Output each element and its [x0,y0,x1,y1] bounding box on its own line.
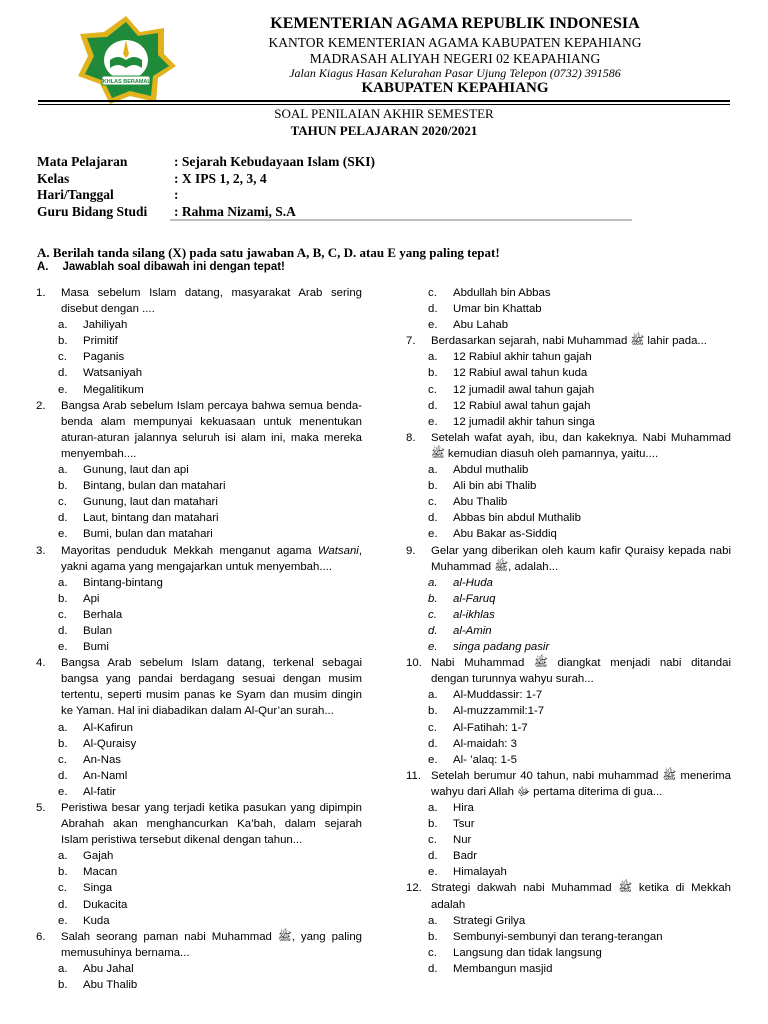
option-letter: b. [428,592,438,605]
option [36,864,362,880]
option-text: Al-Kafirun [83,721,134,734]
option [406,494,731,510]
option-letter: e. [58,528,68,541]
question-number: 4. [36,657,46,670]
option-text: Jahiliyah [83,319,128,332]
option [36,913,362,929]
option-text: Paganis [83,351,125,364]
option [36,880,362,896]
question-number: 12. [406,882,422,895]
option-letter: b. [428,705,438,718]
question-text-part: , yakni agama yang mengajarkan untuk menyembah.... [61,544,362,573]
question-text-part: Mayoritas penduduk Mekkah menganut agama [61,544,318,557]
option-letter: b. [58,480,68,493]
options-q12 [406,913,731,977]
option [406,864,731,880]
options-q3 [36,575,362,655]
option [36,752,362,768]
logo-ribbon-text: IKHLAS BERAMAL [101,79,151,85]
option-letter: b. [58,979,68,992]
kemenag-logo [74,14,178,106]
question-text [61,543,362,575]
option-text: Al-maidah: 3 [453,737,517,750]
option-letter: a. [58,576,68,589]
header-rule-thick [38,100,730,102]
option [406,398,731,414]
option-text: Bumi, bulan dan matahari [83,528,213,541]
option-text: Dukacita [83,898,128,911]
question-text: Setelah berumur 40 tahun, nabi muhammad ﷺ menerima wahyu dari Allah ﷻ pertama diterima di gua... [431,769,731,798]
option [406,639,731,655]
option-text: Watsaniyah [83,367,143,380]
options-q10 [406,687,731,767]
option-text: Singa [83,882,113,895]
question-11 [406,768,731,800]
option-text: Abdul muthalib [453,464,529,477]
school-address: Jalan Kiagus Hasan Kelurahan Pasar Ujung Telepon (0732) 391586 [289,66,621,80]
option-letter: a. [58,721,68,734]
option-letter: e. [58,914,68,927]
option [36,478,362,494]
option-text: Abu Jahal [83,962,134,975]
option-letter: c. [58,496,67,509]
question-text: Gelar yang diberikan oleh kaum kafir Quraisy kepada nabi Muhammad ﷺ, adalah... [431,544,731,573]
option-letter: a. [58,850,68,863]
info-label: Hari/Tanggal [37,187,114,202]
instruction-b [37,261,285,273]
options-q4 [36,720,362,800]
option-letter: c. [428,287,437,299]
option [406,349,731,365]
option-letter: c. [428,383,437,396]
option-letter: c. [428,946,437,959]
question-text: Setelah wafat ayah, ibu, dan kakeknya. Nabi Muhammad ﷺ kemudian diasuh oleh pamannya, yaitu.... [431,431,731,460]
question-number: 10. [406,657,422,670]
info-value: : Sejarah Kebudayaan Islam (SKI) [174,154,376,169]
options-q6-continued [406,285,731,333]
option-text: Macan [83,866,118,879]
option-letter: d. [58,512,68,525]
option-text: Himalayah [453,866,507,879]
option-text: Primitif [83,335,118,348]
option [36,494,362,510]
option-letter: a. [428,802,438,814]
option [36,623,362,639]
option-letter: c. [428,608,437,621]
option-text: Al-Quraisy [83,737,137,750]
option [406,848,731,864]
option [406,607,731,623]
question-10 [406,655,731,687]
option [406,687,731,703]
option-letter: c. [58,753,67,766]
info-label: Kelas [37,170,70,186]
question-number: 3. [36,544,46,557]
option-letter: e. [58,641,68,654]
option-text: Nur [453,834,472,847]
option [406,623,731,639]
option [36,977,362,993]
header-rule-thin [38,104,730,105]
question-3 [36,543,362,575]
option-text: An-Naml [83,769,128,782]
option-text: Laut, bintang dan matahari [83,512,219,525]
option-letter: b. [58,737,68,750]
option-text: al-Amin [453,624,492,637]
option-letter: a. [58,464,68,477]
option [406,382,731,398]
option-letter: b. [58,866,68,879]
option-letter: d. [58,898,68,911]
option-letter: a. [428,914,438,927]
option-text: Bulan [83,624,113,637]
school-name: MADRASAH ALIYAH NEGERI 02 KEAPAHIANG [309,51,601,66]
question-text-emphasis: Watsani [317,544,359,557]
options-q2 [36,462,362,542]
option [36,462,362,478]
region-name: KABUPATEN KEPAHIANG [361,80,549,96]
option [406,526,731,542]
option-text: Bintang-bintang [83,576,163,589]
questions-right-column [406,285,731,977]
option-text: Api [83,592,100,605]
options-q7 [406,349,731,429]
option [406,414,731,430]
option-letter: c. [428,834,437,847]
option [406,816,731,832]
option [406,800,731,816]
info-value: : X IPS 1, 2, 3, 4 [174,170,267,186]
option-letter: b. [58,335,68,348]
option-text: Bumi [83,641,109,654]
question-8 [406,430,731,462]
option [36,607,362,623]
question-2 [36,398,362,462]
option-text: Abbas bin abdul Muthalib [453,512,581,525]
option-letter: c. [58,351,67,364]
option [406,720,731,736]
option [406,832,731,848]
option-text: singa padang pasir [453,641,550,654]
option-letter: e. [428,641,438,654]
option-text: Berhala [83,608,123,621]
option-text: 12 jumadil akhir tahun singa [453,415,595,428]
instruction-a: A. Berilah tanda silang (X) pada satu jawaban A, B, C, D. atau E yang paling tepat! [37,245,500,260]
option-letter: d. [428,737,438,750]
option [36,591,362,607]
option-letter: c. [428,496,437,509]
options-q9 [406,575,731,655]
question-text: Bangsa Arab sebelum Islam datang, terkenal sebagai bangsa yang pandai berdagang sesuai dengan musim tertentu, seperti musim panas ke Syam dan musim dingin ke Yaman. Hal ini diabadikan dalam Al-Qur’an surah... [61,657,362,718]
option-letter: e. [428,753,438,766]
instruction-b-text: Jawablah soal dibawah ini dengan tepat! [62,261,285,273]
option [36,961,362,977]
info-row-date [37,187,375,204]
info-divider [170,219,632,221]
question-text: Berdasarkan sejarah, nabi Muhammad ﷺ lahir pada... [431,335,707,348]
option-text: Strategi Grilya [453,914,526,927]
info-row-subject [37,154,375,171]
option-text: Ali bin abi Thalib [453,480,537,493]
option-text: Badr [453,850,478,863]
option-letter: c. [58,882,67,895]
question-12 [406,880,731,912]
option-letter: a. [58,319,68,332]
option [36,639,362,655]
option-letter: e. [428,866,438,879]
option [36,365,362,381]
option-letter: e. [428,415,438,428]
option-text: Gajah [83,850,114,863]
option-letter: a. [58,962,68,975]
option [406,301,731,317]
option-text: Abdullah bin Abbas [453,287,551,299]
option-letter: d. [428,303,438,316]
options-q8 [406,462,731,542]
option [36,317,362,333]
option-letter: e. [428,528,438,541]
option-text: An-Nas [83,753,121,766]
option [36,736,362,752]
option [406,929,731,945]
info-label: Mata Pelajaran [37,154,128,169]
option-letter: b. [428,818,438,831]
question-number: 9. [406,544,416,557]
option-text: al-ikhlas [453,608,495,621]
option-text: Gunung, laut dan matahari [83,496,218,509]
question-text: Salah seorang paman nabi Muhammad ﷺ, yang paling memusuhinya bernama... [61,930,362,959]
option [406,575,731,591]
question-number: 5. [36,802,46,814]
question-number: 1. [36,287,46,299]
options-q11 [406,800,731,880]
option [406,913,731,929]
option [406,945,731,961]
option [406,317,731,333]
option [406,510,731,526]
option-text: Tsur [453,818,475,831]
option [36,768,362,784]
option-letter: e. [428,319,438,332]
option-text: Megalitikum [83,383,144,396]
option [406,462,731,478]
option-text: Sembunyi-sembunyi dan terang-terangan [453,930,663,943]
option-text: Abu Bakar as-Siddiq [453,528,557,541]
option-letter: d. [58,367,68,380]
option-text: Abu Thalib [83,979,138,992]
option-letter: d. [428,962,438,975]
info-row-class [37,171,375,188]
info-row-teacher [37,204,375,221]
question-4 [36,655,362,719]
question-text: Masa sebelum Islam datang, masyarakat Arab sering disebut dengan .... [61,287,362,316]
option-text: 12 Rabiul awal tahun kuda [453,367,588,380]
option-text: Abu Thalib [453,496,508,509]
option-text: Kuda [83,914,110,927]
option [406,752,731,768]
question-5 [36,800,362,848]
question-text: Peristiwa besar yang terjadi ketika pasukan yang dipimpin Abrahah akan menghancurkan Ka’bah, dalam sejarah Islam peristiwa tersebut dikenal dengan tahun... [61,802,362,847]
option-letter: a. [428,351,438,364]
option-text: Al-Muddassir: 1-7 [453,689,543,702]
option-text: Al-fatir [83,785,116,798]
option-letter: e. [58,785,68,798]
option [36,575,362,591]
info-value: : Rahma Nizami, S.A [174,203,296,219]
instruction-b-letter: A. [37,261,49,273]
option [406,478,731,494]
office-name: KANTOR KEMENTERIAN AGAMA KABUPATEN KEPAHIANG [268,35,642,50]
options-q6 [36,961,362,993]
option-letter: d. [428,399,438,412]
option [406,285,731,301]
option-text: Al- ’alaq: 1-5 [453,753,517,766]
question-number: 6. [36,930,46,943]
option [36,382,362,398]
question-1 [36,285,362,317]
question-number: 7. [406,335,416,348]
option-text: Al-muzzammil:1-7 [453,705,545,718]
questions-left-column [36,285,362,993]
option-letter: d. [58,624,68,637]
option-letter: d. [428,624,438,637]
option-letter: d. [428,850,438,863]
option [406,703,731,719]
option-letter: d. [58,769,68,782]
option-text: al-Huda [453,576,493,589]
option-text: 12 Rabiul akhir tahun gajah [453,351,592,364]
option-letter: a. [428,576,438,589]
options-q5 [36,848,362,928]
exam-year: TAHUN PELAJARAN 2020/2021 [290,123,478,138]
option-letter: a. [428,464,438,477]
option-text: Hira [453,802,474,814]
option-text: Langsung dan tidak langsung [453,946,602,959]
option-letter: c. [58,608,67,621]
options-q1 [36,317,362,397]
option-letter: b. [428,480,438,493]
option [406,961,731,977]
option-text: Al-Fatihah: 1-7 [453,721,528,734]
question-9 [406,543,731,575]
option-letter: a. [428,689,438,702]
question-text: Bangsa Arab sebelum Islam percaya bahwa semua benda-benda alam mempunyai kekuasaan untuk menentukan aturan-aturan jalannya seluruh isi alam ini, maka mereka menyembah.... [61,399,362,460]
option-letter: c. [428,721,437,734]
option [36,784,362,800]
ministry-name: KEMENTERIAN AGAMA REPUBLIK INDONESIA [270,15,640,32]
info-label: Guru Bidang Studi [37,203,148,219]
question-6 [36,929,362,961]
exam-info [37,154,375,220]
option [406,736,731,752]
question-number: 8. [406,431,416,444]
option [36,333,362,349]
option [36,720,362,736]
exam-title: SOAL PENILAIAN AKHIR SEMESTER [274,106,494,121]
option-letter: e. [58,383,68,396]
option [36,848,362,864]
option-text: 12 Rabiul awal tahun gajah [453,399,591,412]
option-letter: b. [428,930,438,943]
option-text: Gunung, laut dan api [83,464,189,477]
option-text: Membangun masjid [453,962,553,975]
option-text: Bintang, bulan dan matahari [83,480,226,493]
option [406,591,731,607]
info-value: : [174,187,179,202]
question-number: 2. [36,399,46,412]
question-text: Strategi dakwah nabi Muhammad ﷺ ketika di Mekkah adalah [431,882,731,911]
question-number: 11. [406,769,421,782]
option [406,365,731,381]
option-text: 12 jumadil awal tahun gajah [453,383,595,396]
option-letter: b. [428,367,438,380]
option [36,349,362,365]
question-7 [406,333,731,349]
option [36,510,362,526]
option-letter: b. [58,592,68,605]
question-text: Nabi Muhammad ﷺ diangkat menjadi nabi ditandai dengan turunnya wahyu surah... [431,657,731,686]
option-text: Abu Lahab [453,319,509,332]
option-letter: d. [428,512,438,525]
option-text: al-Faruq [453,592,496,605]
option [36,526,362,542]
option-text: Umar bin Khattab [453,303,542,316]
option [36,897,362,913]
